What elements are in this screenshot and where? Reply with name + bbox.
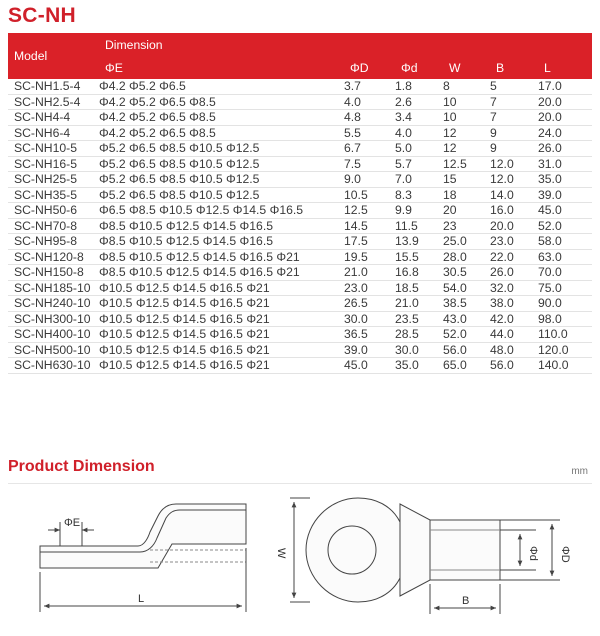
- cell-model: SC-NH70-8: [8, 218, 99, 234]
- cell-w: 18: [443, 187, 490, 203]
- cell-phi-d-small: 13.9: [395, 234, 443, 250]
- cell-w: 20: [443, 203, 490, 219]
- cell-b: 22.0: [490, 249, 538, 265]
- cell-w: 10: [443, 110, 490, 126]
- cell-phi-d-big: 19.5: [344, 249, 395, 265]
- cell-model: SC-NH10-5: [8, 141, 99, 157]
- cell-b: 9: [490, 125, 538, 141]
- cell-w: 8: [443, 79, 490, 94]
- cell-w: 23: [443, 218, 490, 234]
- label-phi-d-small: Φd: [527, 546, 539, 561]
- cell-phi-e: Φ8.5 Φ10.5 Φ12.5 Φ14.5 Φ16.5: [99, 234, 344, 250]
- table-row: [8, 280, 592, 296]
- cell-l: 45.0: [538, 203, 592, 219]
- cell-phi-d-big: 14.5: [344, 218, 395, 234]
- header-model: Model: [8, 33, 99, 79]
- cell-phi-d-small: 5.0: [395, 141, 443, 157]
- cell-phi-d-big: 5.5: [344, 125, 395, 141]
- cell-phi-e: Φ10.5 Φ12.5 Φ14.5 Φ16.5 Φ21: [99, 327, 344, 343]
- cell-model: SC-NH300-10: [8, 311, 99, 327]
- cell-model: SC-NH400-10: [8, 327, 99, 343]
- section-divider: [8, 483, 592, 484]
- cell-phi-d-small: 28.5: [395, 327, 443, 343]
- cell-phi-e: Φ8.5 Φ10.5 Φ12.5 Φ14.5 Φ16.5 Φ21: [99, 249, 344, 265]
- table-header: [8, 33, 592, 79]
- cell-phi-e: Φ5.2 Φ6.5 Φ8.5 Φ10.5 Φ12.5: [99, 156, 344, 172]
- cell-phi-d-big: 36.5: [344, 327, 395, 343]
- cell-l: 26.0: [538, 141, 592, 157]
- cell-w: 12: [443, 141, 490, 157]
- cell-b: 14.0: [490, 187, 538, 203]
- cell-phi-e: Φ5.2 Φ6.5 Φ8.5 Φ10.5 Φ12.5: [99, 172, 344, 188]
- cell-phi-d-small: 2.6: [395, 94, 443, 110]
- cell-b: 12.0: [490, 156, 538, 172]
- table-row: [8, 187, 592, 203]
- cell-phi-d-small: 7.0: [395, 172, 443, 188]
- cell-phi-d-big: 10.5: [344, 187, 395, 203]
- cell-phi-d-small: 5.7: [395, 156, 443, 172]
- cell-phi-e: Φ6.5 Φ8.5 Φ10.5 Φ12.5 Φ14.5 Φ16.5: [99, 203, 344, 219]
- cell-phi-d-big: 21.0: [344, 265, 395, 281]
- cell-b: 42.0: [490, 311, 538, 327]
- cell-l: 58.0: [538, 234, 592, 250]
- cell-b: 56.0: [490, 358, 538, 374]
- cell-phi-e: Φ10.5 Φ12.5 Φ14.5 Φ16.5 Φ21: [99, 342, 344, 358]
- table-row: [8, 203, 592, 219]
- cell-w: 15: [443, 172, 490, 188]
- cell-model: SC-NH16-5: [8, 156, 99, 172]
- cell-w: 54.0: [443, 280, 490, 296]
- label-l: L: [138, 593, 145, 605]
- cell-l: 35.0: [538, 172, 592, 188]
- cell-l: 140.0: [538, 358, 592, 374]
- cell-model: SC-NH6-4: [8, 125, 99, 141]
- cell-phi-d-big: 30.0: [344, 311, 395, 327]
- cell-phi-d-big: 4.0: [344, 94, 395, 110]
- cell-phi-d-small: 15.5: [395, 249, 443, 265]
- cell-l: 20.0: [538, 110, 592, 126]
- table-row: [8, 296, 592, 312]
- cell-l: 24.0: [538, 125, 592, 141]
- cell-l: 75.0: [538, 280, 592, 296]
- cell-b: 23.0: [490, 234, 538, 250]
- cell-model: SC-NH35-5: [8, 187, 99, 203]
- cell-model: SC-NH4-4: [8, 110, 99, 126]
- page-title: SC-NH: [8, 4, 76, 27]
- cell-model: SC-NH25-5: [8, 172, 99, 188]
- cell-phi-d-big: 9.0: [344, 172, 395, 188]
- cell-b: 7: [490, 94, 538, 110]
- table-body: [8, 79, 592, 373]
- cell-model: SC-NH150-8: [8, 265, 99, 281]
- table-row: [8, 234, 592, 250]
- cell-phi-e: Φ5.2 Φ6.5 Φ8.5 Φ10.5 Φ12.5: [99, 187, 344, 203]
- cell-phi-d-small: 35.0: [395, 358, 443, 374]
- cell-b: 20.0: [490, 218, 538, 234]
- cell-b: 5: [490, 79, 538, 94]
- cell-model: SC-NH185-10: [8, 280, 99, 296]
- table-row: [8, 358, 592, 374]
- cell-b: 32.0: [490, 280, 538, 296]
- table-row: [8, 218, 592, 234]
- cell-b: 26.0: [490, 265, 538, 281]
- cell-l: 98.0: [538, 311, 592, 327]
- cell-phi-d-big: 17.5: [344, 234, 395, 250]
- table-row: [8, 327, 592, 343]
- cell-model: SC-NH2.5-4: [8, 94, 99, 110]
- header-phi-e: ΦE: [99, 57, 344, 79]
- cell-phi-d-big: 7.5: [344, 156, 395, 172]
- cell-w: 52.0: [443, 327, 490, 343]
- cell-phi-d-small: 21.0: [395, 296, 443, 312]
- cell-phi-d-big: 23.0: [344, 280, 395, 296]
- cell-phi-e: Φ10.5 Φ12.5 Φ14.5 Φ16.5 Φ21: [99, 280, 344, 296]
- cell-w: 28.0: [443, 249, 490, 265]
- cell-b: 48.0: [490, 342, 538, 358]
- cell-phi-d-small: 30.0: [395, 342, 443, 358]
- table-row: [8, 342, 592, 358]
- cell-w: 10: [443, 94, 490, 110]
- cell-model: SC-NH50-6: [8, 203, 99, 219]
- cell-w: 43.0: [443, 311, 490, 327]
- cell-phi-e: Φ10.5 Φ12.5 Φ14.5 Φ16.5 Φ21: [99, 358, 344, 374]
- dimension-drawing: [0, 486, 600, 636]
- cell-phi-e: Φ4.2 Φ5.2 Φ6.5 Φ8.5: [99, 125, 344, 141]
- cell-l: 63.0: [538, 249, 592, 265]
- table-row: [8, 156, 592, 172]
- cell-phi-d-small: 11.5: [395, 218, 443, 234]
- cell-phi-d-small: 3.4: [395, 110, 443, 126]
- cell-b: 9: [490, 141, 538, 157]
- cell-phi-d-small: 4.0: [395, 125, 443, 141]
- table-row: [8, 125, 592, 141]
- cell-w: 12.5: [443, 156, 490, 172]
- cell-l: 90.0: [538, 296, 592, 312]
- cell-phi-e: Φ4.2 Φ5.2 Φ6.5 Φ8.5: [99, 110, 344, 126]
- cell-w: 38.5: [443, 296, 490, 312]
- cell-phi-d-small: 8.3: [395, 187, 443, 203]
- top-view: [290, 498, 560, 614]
- cell-phi-d-big: 6.7: [344, 141, 395, 157]
- cell-l: 39.0: [538, 187, 592, 203]
- cell-phi-d-big: 39.0: [344, 342, 395, 358]
- cell-w: 65.0: [443, 358, 490, 374]
- header-phi-d-big: ΦD: [344, 57, 395, 79]
- cell-l: 52.0: [538, 218, 592, 234]
- cell-model: SC-NH95-8: [8, 234, 99, 250]
- cell-phi-d-big: 45.0: [344, 358, 395, 374]
- cell-b: 16.0: [490, 203, 538, 219]
- cell-model: SC-NH120-8: [8, 249, 99, 265]
- cell-phi-e: Φ5.2 Φ6.5 Φ8.5 Φ10.5 Φ12.5: [99, 141, 344, 157]
- cell-phi-d-big: 4.8: [344, 110, 395, 126]
- cell-w: 25.0: [443, 234, 490, 250]
- cell-phi-e: Φ4.2 Φ5.2 Φ6.5: [99, 79, 344, 94]
- cell-phi-d-small: 9.9: [395, 203, 443, 219]
- cell-phi-e: Φ8.5 Φ10.5 Φ12.5 Φ14.5 Φ16.5: [99, 218, 344, 234]
- table-row: [8, 172, 592, 188]
- cell-b: 12.0: [490, 172, 538, 188]
- cell-b: 38.0: [490, 296, 538, 312]
- cell-model: SC-NH240-10: [8, 296, 99, 312]
- header-phi-d-small: Φd: [395, 57, 443, 79]
- cell-w: 56.0: [443, 342, 490, 358]
- table-row: [8, 265, 592, 281]
- header-w: W: [443, 57, 490, 79]
- table-row: [8, 141, 592, 157]
- cell-l: 17.0: [538, 79, 592, 94]
- cell-model: SC-NH1.5-4: [8, 79, 99, 94]
- cell-phi-d-small: 16.8: [395, 265, 443, 281]
- table-row: [8, 94, 592, 110]
- cell-phi-d-big: 3.7: [344, 79, 395, 94]
- unit-label: mm: [571, 466, 588, 477]
- cell-model: SC-NH500-10: [8, 342, 99, 358]
- cell-b: 44.0: [490, 327, 538, 343]
- label-w: W: [275, 548, 287, 559]
- cell-phi-d-small: 23.5: [395, 311, 443, 327]
- cell-l: 120.0: [538, 342, 592, 358]
- header-l: L: [538, 57, 592, 79]
- cell-l: 31.0: [538, 156, 592, 172]
- cell-phi-e: Φ10.5 Φ12.5 Φ14.5 Φ16.5 Φ21: [99, 311, 344, 327]
- cell-b: 7: [490, 110, 538, 126]
- cell-l: 20.0: [538, 94, 592, 110]
- cell-w: 12: [443, 125, 490, 141]
- cell-l: 70.0: [538, 265, 592, 281]
- cell-model: SC-NH630-10: [8, 358, 99, 374]
- cell-phi-d-big: 12.5: [344, 203, 395, 219]
- header-b: B: [490, 57, 538, 79]
- table-row: [8, 110, 592, 126]
- table-row: [8, 311, 592, 327]
- table-row: [8, 249, 592, 265]
- cell-phi-e: Φ8.5 Φ10.5 Φ12.5 Φ14.5 Φ16.5 Φ21: [99, 265, 344, 281]
- header-dimension: Dimension: [99, 33, 592, 57]
- cell-l: 110.0: [538, 327, 592, 343]
- label-b: B: [462, 595, 470, 607]
- section-title: Product Dimension: [8, 458, 155, 475]
- cell-phi-e: Φ10.5 Φ12.5 Φ14.5 Φ16.5 Φ21: [99, 296, 344, 312]
- label-phi-e: ΦE: [64, 517, 81, 529]
- label-phi-d-big: ΦD: [559, 546, 571, 563]
- cell-phi-e: Φ4.2 Φ5.2 Φ6.5 Φ8.5: [99, 94, 344, 110]
- cell-phi-d-small: 18.5: [395, 280, 443, 296]
- spec-table: [8, 33, 592, 374]
- cell-phi-d-big: 26.5: [344, 296, 395, 312]
- cell-phi-d-small: 1.8: [395, 79, 443, 94]
- table-row: [8, 79, 592, 94]
- cell-w: 30.5: [443, 265, 490, 281]
